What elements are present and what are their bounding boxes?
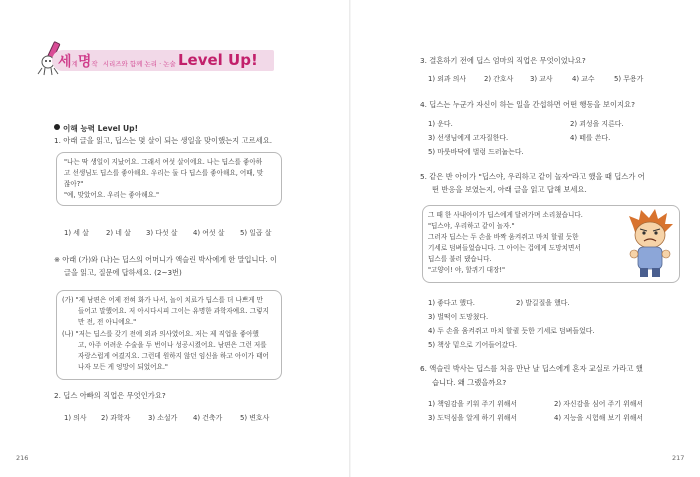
instructions-line-1: ※ 아래 (가)와 (나)는 딥스의 어머니가 액슬린 박사에게 한 말입니다. 이 xyxy=(54,255,277,264)
passage-line: "예, 맞았어요. 우리는 좋아해요." xyxy=(64,191,160,199)
passage-line: 그 때 한 사내아이가 딥스에게 달려가며 소리쳤습니다. xyxy=(428,211,583,219)
q6-option-4[interactable]: 4) 지능을 시험해 보기 위해서 xyxy=(554,414,644,422)
q4-option-3[interactable]: 3) 선생님에게 고자질한다. xyxy=(428,134,509,142)
passage-line: (나) "저는 딥스를 갖기 전에 외과 의사였어요. 저는 제 직업을 좋아했 xyxy=(62,330,259,338)
series-title: 세계명작 시리즈와 함께 논리 · 논술 xyxy=(58,54,176,70)
passage-box-1 xyxy=(56,152,282,206)
passage-line: 자랑스럽게 여겼지요. 그런데 원하지 않던 임신을 하고 아이가 태어 xyxy=(78,352,269,360)
passage-line: 기세로 덤벼들었습니다. 그 아이는 겁에게 도망치면서 xyxy=(428,244,581,252)
q3-option-2[interactable]: 2) 간호사 xyxy=(484,75,514,83)
passage-line: "고양이! 야, 할퀴기 대장!" xyxy=(428,266,506,274)
q6-option-3[interactable]: 3) 도덕심을 알게 하기 위해서 xyxy=(428,414,518,422)
q4-option-2[interactable]: 2) 괴성을 지른다. xyxy=(570,120,624,128)
passage-line: 잖아?" xyxy=(64,180,84,188)
q5-option-2[interactable]: 2) 발길질을 했다. xyxy=(516,299,570,307)
q2-option-5[interactable]: 5) 변호사 xyxy=(240,414,270,422)
q3-option-4[interactable]: 4) 교수 xyxy=(572,75,595,83)
bullet-icon xyxy=(54,124,60,130)
passage-line: 딥스를 불러 댔습니다. xyxy=(428,255,492,263)
section-heading: 이해 능력 Level Up! xyxy=(54,116,138,135)
q1-option-1[interactable]: 1) 세 살 xyxy=(64,229,89,237)
q3-option-1[interactable]: 1) 외과 의사 xyxy=(428,75,467,83)
page-number-right: 217 xyxy=(672,454,685,462)
question-5-line-2: 떤 반응을 보였는지, 아래 글을 읽고 답해 보세요. xyxy=(432,185,587,194)
passage-line: (가) "제 남편은 어제 전혀 화가 나서, 놀이 치료가 딥스를 더 나쁘게 만 xyxy=(62,296,264,304)
passage-line: "나는 딱 생일이 지났어요. 그래서 여섯 살이에요. 나는 딥스를 좋아하 xyxy=(64,158,263,166)
passage-line: 고 선생님도 딥스를 좋아해요. 우리는 둘 다 딥스를 좋아해요, 어때, 맞 xyxy=(64,169,264,177)
passage-line: 그러자 딥스는 두 손을 바짝 움켜쥐고 마치 할퀼 듯한 xyxy=(428,233,579,241)
question-6-line-2: 습니다. 왜 그랬을까요? xyxy=(432,378,507,387)
q6-option-2[interactable]: 2) 자신감을 심어 주기 위해서 xyxy=(554,400,644,408)
question-2: 2. 딥스 아빠의 직업은 무엇인가요? xyxy=(54,391,166,400)
right-page xyxy=(350,0,700,477)
passage-line: 들어고 말했어요. 저 아시다시피 그이는 유명한 과학자예요. 그렇지 xyxy=(78,307,269,315)
q1-option-4[interactable]: 4) 여섯 살 xyxy=(193,229,225,237)
q2-option-1[interactable]: 1) 의사 xyxy=(64,414,87,422)
q2-option-4[interactable]: 4) 건축가 xyxy=(193,414,223,422)
q4-option-5[interactable]: 5) 마룻바닥에 벌렁 드러눕는다. xyxy=(428,148,524,156)
q1-option-3[interactable]: 3) 다섯 살 xyxy=(146,229,178,237)
question-4: 4. 딥스는 누군가 자신이 하는 일을 간섭하면 어떤 행동을 보이지요? xyxy=(420,100,635,109)
passage-line: "딥스야, 우리하고 같이 놀자." xyxy=(428,222,515,230)
q2-option-2[interactable]: 2) 과학자 xyxy=(101,414,131,422)
question-3: 3. 결혼하기 전에 딥스 엄마의 직업은 무엇이었나요? xyxy=(420,56,586,65)
passage-box-2 xyxy=(56,290,282,380)
page-number-left: 216 xyxy=(16,454,29,462)
q4-option-1[interactable]: 1) 운다. xyxy=(428,120,453,128)
q2-option-3[interactable]: 3) 소설가 xyxy=(148,414,178,422)
q1-option-5[interactable]: 5) 일곱 살 xyxy=(240,229,272,237)
q3-option-5[interactable]: 5) 무용가 xyxy=(614,75,644,83)
q5-option-4[interactable]: 4) 두 손을 움켜쥐고 마치 할퀼 듯한 기세로 덤벼들었다. xyxy=(428,327,595,335)
q4-option-4[interactable]: 4) 떼를 쓴다. xyxy=(570,134,611,142)
question-5-line-1: 5. 같은 반 아이가 "딥스야, 우리하고 같이 놀자"라고 했을 때 딥스가 어 xyxy=(420,172,645,181)
q5-option-5[interactable]: 5) 책상 밑으로 기어들어갔다. xyxy=(428,341,518,349)
instructions-line-2: 글을 읽고, 질문에 답하세요. (2~3번) xyxy=(64,268,182,277)
q1-option-2[interactable]: 2) 네 살 xyxy=(106,229,131,237)
question-6-line-1: 6. 액슬린 박사는 딥스를 처음 만난 날 딥스에게 혼자 교실로 가라고 했 xyxy=(420,364,643,373)
q3-option-3[interactable]: 3) 교사 xyxy=(530,75,553,83)
q5-option-1[interactable]: 1) 좋다고 했다. xyxy=(428,299,475,307)
angry-boy-illustration xyxy=(625,208,675,278)
passage-line: 나자 모든 게 엉망이 되었어요." xyxy=(78,363,168,371)
passage-line: 만 전, 전 아니에요." xyxy=(78,318,137,326)
banner-title: Level Up! xyxy=(178,51,258,69)
q5-option-3[interactable]: 3) 벌떡이 도망쳤다. xyxy=(428,313,489,321)
question-1: 1. 아래 글을 읽고, 딥스는 몇 살이 되는 생일을 맞이했는지 고르세요. xyxy=(54,136,273,145)
passage-box-3 xyxy=(422,205,680,283)
passage-line: 고, 아주 어려운 수술을 두 번이나 성공시켰어요. 남편은 그런 저를 xyxy=(78,341,267,349)
q6-option-1[interactable]: 1) 책임감을 키워 주기 위해서 xyxy=(428,400,518,408)
